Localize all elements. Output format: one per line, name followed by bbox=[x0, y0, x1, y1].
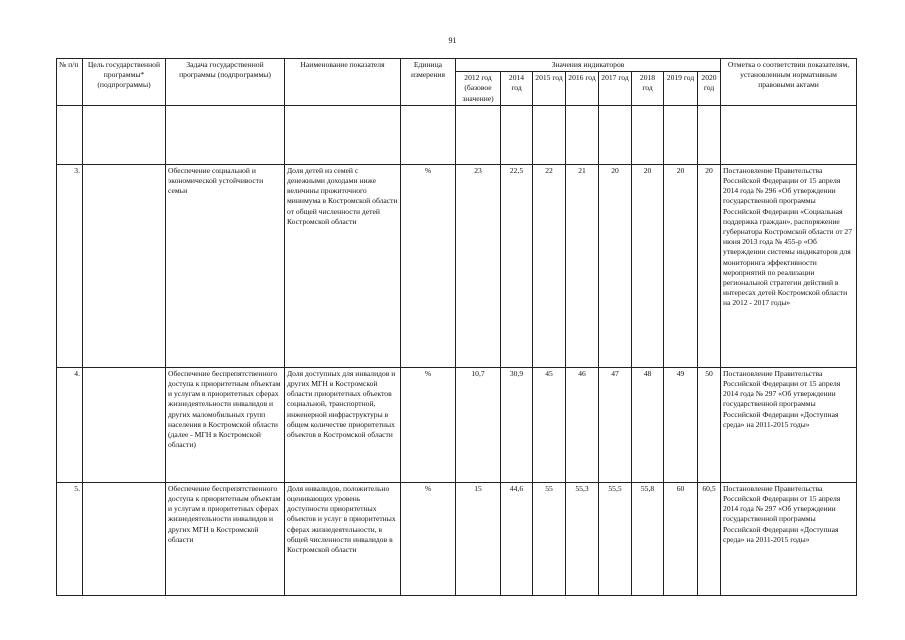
row-value: 15 bbox=[456, 482, 501, 595]
row-value: 60 bbox=[664, 482, 698, 595]
header-row-1 bbox=[57, 59, 857, 72]
row-indicator: Доля детей из семей с денежными доходами ниже величины прожиточного минимума в Костромской области от общей численности детей Костромской области bbox=[285, 164, 401, 367]
header-year: 2020 год bbox=[698, 72, 721, 106]
page-number: 91 bbox=[448, 36, 457, 45]
row-value: 46 bbox=[566, 367, 599, 482]
header-year: 2012 год (базовое значение) bbox=[456, 72, 501, 106]
row-value: 50 bbox=[698, 367, 721, 482]
row-value: 20 bbox=[698, 164, 721, 367]
table-row bbox=[57, 164, 857, 367]
row-note: Постановление Правительства Российской Федерации от 15 апреля 2014 года № 297 «Об утверждении государственной программы Российской Федерации «Доступная среда» на 2011-2015 годы» bbox=[721, 482, 857, 595]
row-unit: % bbox=[401, 482, 456, 595]
row-num: 3. bbox=[57, 164, 83, 367]
row-num: 5. bbox=[57, 482, 83, 595]
row-value: 45 bbox=[533, 367, 566, 482]
row-value: 44,6 bbox=[501, 482, 533, 595]
row-goal bbox=[83, 367, 166, 482]
row-value: 48 bbox=[632, 367, 664, 482]
row-goal bbox=[83, 482, 166, 595]
header-note: Отметка о соответствии показателям, установленным нормативным правовыми актами bbox=[721, 59, 857, 106]
row-unit: % bbox=[401, 164, 456, 367]
row-value: 20 bbox=[664, 164, 698, 367]
row-unit: % bbox=[401, 367, 456, 482]
table-row bbox=[57, 482, 857, 595]
indicators-table bbox=[56, 58, 857, 596]
header-unit: Единица измерения bbox=[401, 59, 456, 106]
row-indicator: Доля инвалидов, положительно оценивающих уровень доступности приоритетных объектов и услуг в приоритетных сферах жизнедеятельности, в общей численности инвалидов в Костромской области bbox=[285, 482, 401, 595]
table-row bbox=[57, 367, 857, 482]
row-value: 55,8 bbox=[632, 482, 664, 595]
header-spacer-row bbox=[57, 105, 857, 164]
row-note: Постановление Правительства Российской Федерации от 15 апреля 2014 года № 297 «Об утверждении государственной программы Российской Федерации «Доступная среда» на 2011-2015 годы» bbox=[721, 367, 857, 482]
row-value: 21 bbox=[566, 164, 599, 367]
row-value: 20 bbox=[632, 164, 664, 367]
row-value: 60,5 bbox=[698, 482, 721, 595]
header-num: № п/п bbox=[57, 59, 83, 106]
row-value: 22 bbox=[533, 164, 566, 367]
row-note: Постановление Правительства Российской Федерации от 15 апреля 2014 года № 296 «Об утверждении государственной программы Российской Федерации «Социальная поддержка граждан», распоряжение губернатора Костромской области от 27 июня 2013 года № 455-р «Об утверждении системы индикаторов для мониторинга эффективности мероприятий по реализации региональной стратегии действий в интересах детей Костромской области на 2012 - 2017 годы» bbox=[721, 164, 857, 367]
row-value: 55,3 bbox=[566, 482, 599, 595]
row-goal bbox=[83, 164, 166, 367]
row-value: 10,7 bbox=[456, 367, 501, 482]
row-task: Обеспечение беспрепятственного доступа к приоритетным объектам и услугам в приоритетных сферах жизнедеятельности инвалидов и других МГН в Костромской области bbox=[166, 482, 285, 595]
header-goal: Цель государственной программы* (подпрограммы) bbox=[83, 59, 166, 106]
row-indicator: Доля доступных для инвалидов и других МГН в Костромской области приоритетных объектов социальной, транспортной, инженерной инфраструктуры в общем количестве приоритетных объектов в Костромской области bbox=[285, 367, 401, 482]
row-task: Обеспечение беспрепятственного доступа к приоритетным объектам и услугам в приоритетных сферах жизнедеятельности инвалидов и других маломобильных групп населения в Костромской области (далее - МГН в Костромской области) bbox=[166, 367, 285, 482]
row-value: 55,5 bbox=[599, 482, 632, 595]
header-year: 2018 год bbox=[632, 72, 664, 106]
row-value: 23 bbox=[456, 164, 501, 367]
row-value: 20 bbox=[599, 164, 632, 367]
row-value: 30,9 bbox=[501, 367, 533, 482]
header-values-group: Значения индикаторов bbox=[456, 59, 721, 72]
header-year: 2017 год bbox=[599, 72, 632, 106]
header-year: 2014 год bbox=[501, 72, 533, 106]
row-value: 55 bbox=[533, 482, 566, 595]
header-year: 2019 год bbox=[664, 72, 698, 106]
row-value: 49 bbox=[664, 367, 698, 482]
row-num: 4. bbox=[57, 367, 83, 482]
row-task: Обеспечение социальной и экономической устойчивости семьи bbox=[166, 164, 285, 367]
header-task: Задача государственной программы (подпрограммы) bbox=[166, 59, 285, 106]
row-value: 47 bbox=[599, 367, 632, 482]
header-indicator: Наименование показателя bbox=[285, 59, 401, 106]
header-year: 2015 год bbox=[533, 72, 566, 106]
header-year: 2016 год bbox=[566, 72, 599, 106]
row-value: 22,5 bbox=[501, 164, 533, 367]
